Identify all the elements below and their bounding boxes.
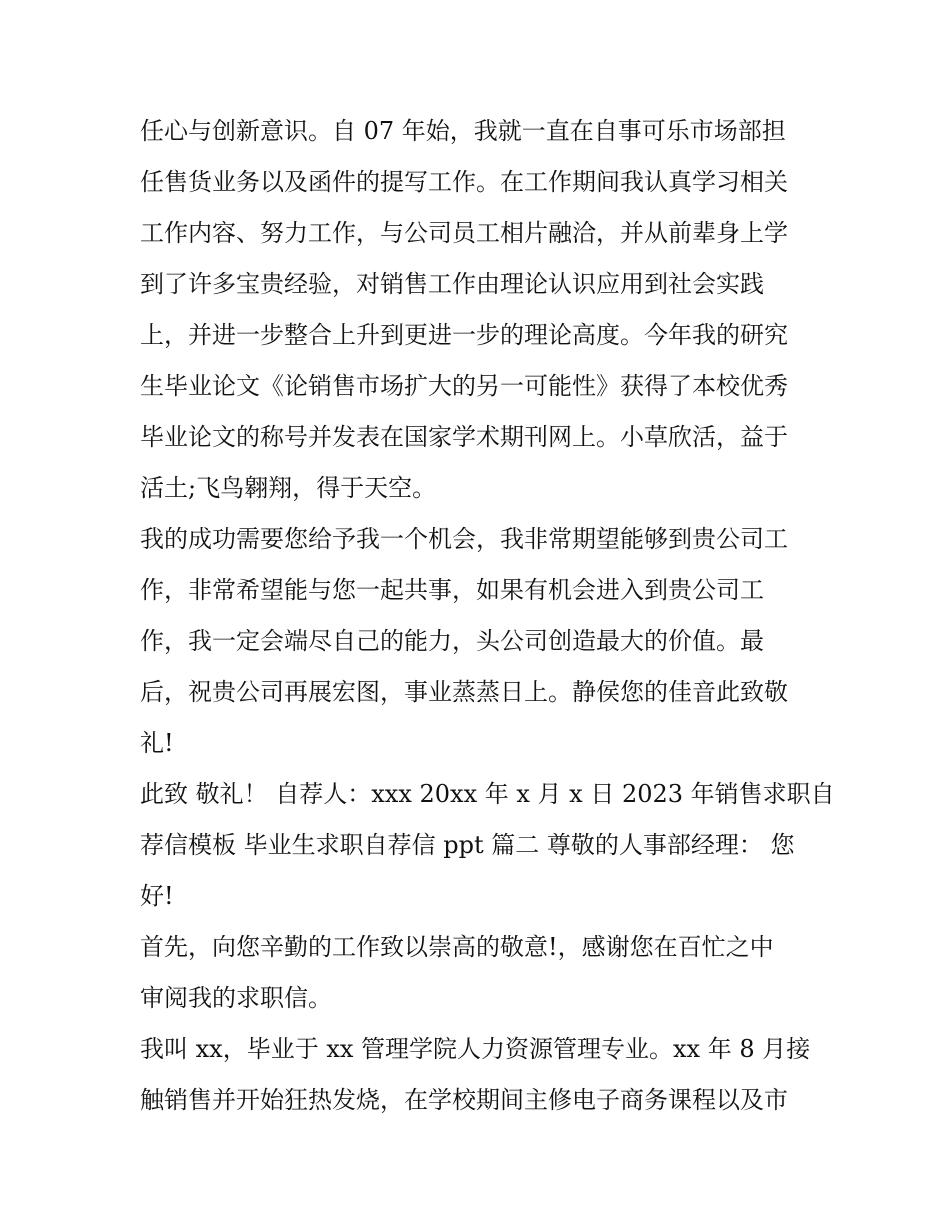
text-line: 荐信模板 毕业生求职自荐信 ppt 篇二 尊敬的人事部经理： 您 [140,831,795,859]
text-line: 我叫 xx，毕业于 xx 管理学院人力资源管理专业。xx 年 8 月接 [140,1035,811,1063]
text-line: 活土;飞鸟翱翔，得于天空。 [140,474,437,502]
text-line: 触销售并开始狂热发烧，在学校期间主修电子商务课程以及市 [140,1086,788,1114]
text-line: 任售货业务以及函件的提写工作。在工作期间我认真学习相关 [140,168,788,196]
text-line: 到了许多宝贵经验，对销售工作由理论认识应用到社会实践 [140,270,764,298]
document-body [140,106,835,1126]
text-line: 好! [140,882,174,910]
text-line: 后，祝贵公司再展宏图，事业蒸蒸日上。静侯您的佳音此致敬 [140,678,788,706]
text-line: 毕业论文的称号并发表在国家学术期刊网上。小草欣活，益于 [140,423,788,451]
text-line: 审阅我的求职信。 [140,984,332,1012]
text-line: 作，非常希望能与您一起共事，如果有机会进入到贵公司工 [140,576,764,604]
text-line: 此致 敬礼！ 自荐人：xxx 20xx 年 x 月 x 日 2023 年销售求职自 [140,780,835,808]
text-line: 作，我一定会端尽自己的能力，头公司创造最大的价值。最 [140,627,764,655]
text-line: 任心与创新意识。自 07 年始，我就一直在自事可乐市场部担 [140,117,786,145]
text-line: 我的成功需要您给予我一个机会，我非常期望能够到贵公司工 [140,525,788,553]
text-line: 首先，向您辛勤的工作致以崇高的敬意!，感谢您在百忙之中 [140,933,774,961]
text-line: 上，并进一步整合上升到更进一步的理论高度。今年我的研究 [140,321,788,349]
text-line: 礼! [140,729,174,757]
text-line: 工作内容、努力工作，与公司员工相片融洽，并从前辈身上学 [140,219,788,247]
text-line: 生毕业论文《论销售市场扩大的另一可能性》获得了本校优秀 [140,372,788,400]
